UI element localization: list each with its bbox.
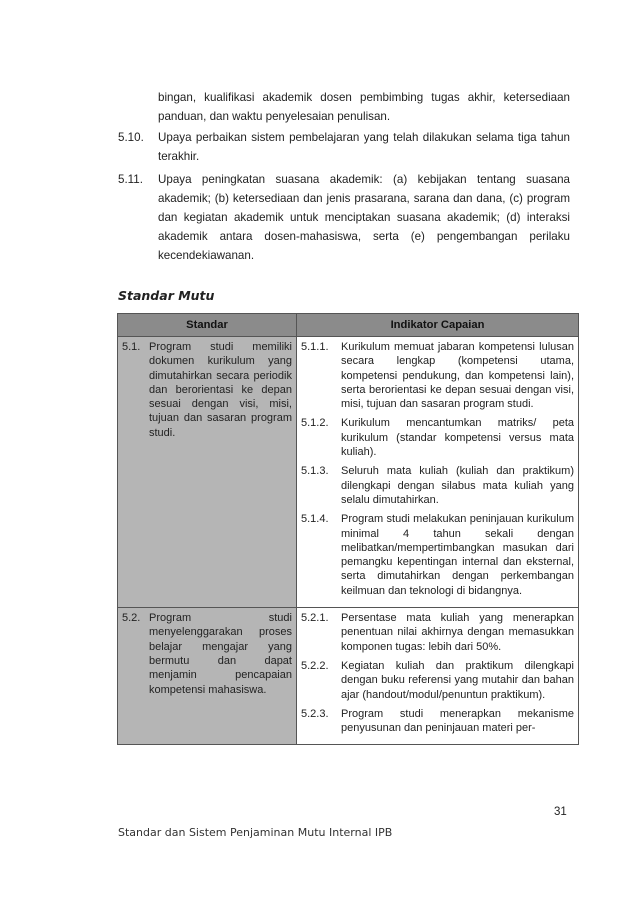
indicator-number: 5.1.4. — [301, 513, 329, 526]
continuation-paragraph: bingan, kualifikasi akademik dosen pembimbing tugas akhir, ketersediaan panduan, dan waktu penyelesaian penulisan. — [158, 91, 570, 123]
indicator-text: Seluruh mata kuliah (kuliah dan praktikum) dilengkapi dengan silabus mata kuliah yang selalu dimutahirkan. — [341, 465, 574, 506]
list-item-number: 5.10. — [118, 131, 144, 144]
indicator-number: 5.1.2. — [301, 417, 329, 430]
header-indikator: Indikator Capaian — [297, 314, 579, 337]
indicator-number: 5.2.3. — [301, 707, 329, 720]
indicator-text: Kurikulum mencantumkan matriks/ peta kurikulum (standar kompetensi versus mata kuliah). — [341, 417, 574, 459]
indicator-item — [301, 707, 574, 736]
indicator-cell — [297, 608, 579, 745]
page-number: 31 — [554, 806, 567, 818]
standard-text: Program studi memiliki dokumen kurikulum yang dimutahirkan secara periodik dan berorientasi ke depan sesuai dengan visi, misi, tujuan dan sasaran program studi. — [149, 341, 292, 439]
indicator-text: Program studi menerapkan mekanisme penyusunan dan peninjauan materi per- — [341, 707, 574, 735]
indicator-number: 5.1.1. — [301, 341, 329, 353]
list-item-number: 5.11. — [118, 173, 143, 186]
indicator-item — [301, 512, 574, 598]
indicator-item — [301, 416, 574, 459]
indicator-item — [301, 340, 574, 411]
indicator-text: Kurikulum memuat jabaran kompetensi lulusan secara lengkap (kompetensi utama, kompetensi pendukung, dan kompetensi lain), serta berorientasi ke depan sesuai dengan visi, misi, tujuan dan sasaran program studi. — [341, 341, 574, 411]
header-standar: Standar — [118, 314, 297, 337]
list-item-text: Upaya perbaikan sistem pembelajaran yang telah dilakukan selama tiga tahun terakhir. — [158, 131, 570, 163]
standards-table — [117, 313, 579, 745]
standard-cell — [118, 337, 297, 608]
indicator-text: Kegiatan kuliah dan praktikum dilengkapi dengan buku referensi yang mutahir dan bahan ajar (handout/modul/penuntun praktikum). — [341, 659, 574, 701]
indicator-number: 5.2.1. — [301, 612, 329, 625]
indicator-item — [301, 659, 574, 702]
indicator-number: 5.1.3. — [301, 465, 329, 478]
indicator-text: Persentase mata kuliah yang menerapkan penentuan nilai akhirnya dengan memasukkan komponen tugas: lebih dari 50%. — [341, 612, 574, 653]
indicator-text: Program studi melakukan peninjauan kurikulum minimal 4 tahun sekali dengan melibatkan/mempertimbangkan masukan dari pemangku kepentingan internal dan eksternal, serta dimutahirkan dengan perkembangan keilmuan dan teknologi di bidangnya. — [341, 513, 574, 597]
section-heading: Standar Mutu — [118, 288, 215, 303]
standard-text: Program studi menyelenggarakan proses belajar mengajar yang bermutu dan dapat menjamin pencapaian kompetensi mahasiswa. — [149, 612, 292, 696]
indicator-number: 5.2.2. — [301, 659, 329, 672]
standard-number: 5.2. — [122, 612, 141, 625]
list-item-5-10 — [118, 128, 570, 166]
indicator-item — [301, 611, 574, 654]
list-item-5-11 — [118, 170, 570, 265]
list-item-text: Upaya peningkatan suasana akademik: (a) kebijakan tentang suasana akademik; (b) ketersediaan dan jenis prasarana, sarana dan dana, (c) program dan kegiatan akademik untuk menciptakan suasana akademik; (d) interaksi akademik antara dosen-mahasiswa, serta (e) pengembangan perilaku kecendekiawanan. — [158, 173, 570, 262]
table-row — [118, 337, 579, 608]
standard-cell — [118, 608, 297, 745]
table-header-row — [118, 314, 579, 337]
indicator-item — [301, 464, 574, 507]
table-row — [118, 608, 579, 745]
page-footer: Standar dan Sistem Penjaminan Mutu Internal IPB — [118, 826, 393, 839]
indicator-cell — [297, 337, 579, 608]
standard-number: 5.1. — [122, 341, 141, 353]
